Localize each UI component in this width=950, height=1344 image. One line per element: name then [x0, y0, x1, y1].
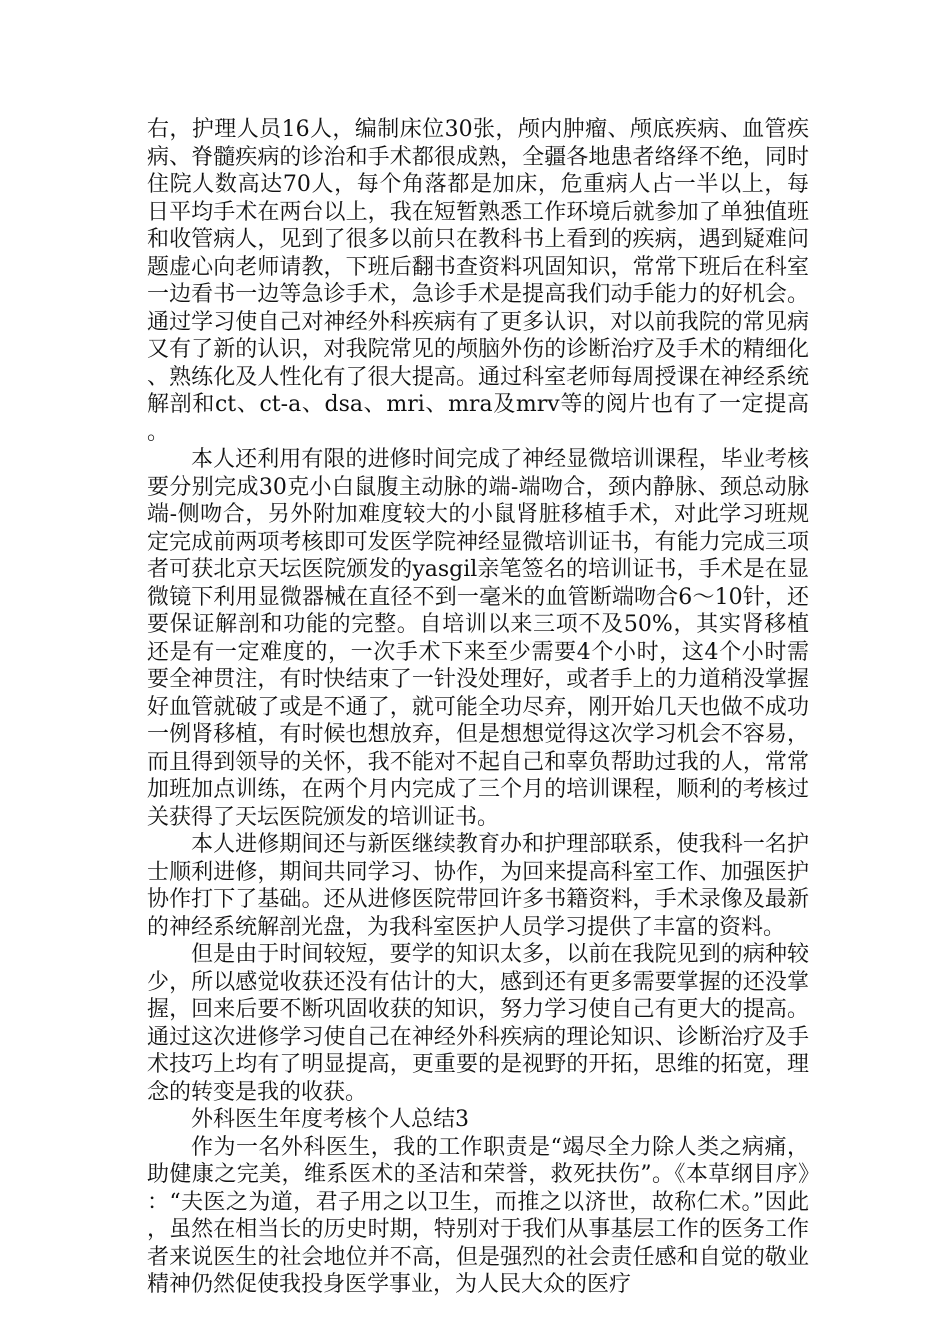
section-heading: 外科医生年度考核个人总结3	[191, 1107, 469, 1132]
paragraph-continuation: 右，护理人员16人，编制床位30张，颅内肿瘤、颅底疾病、血管疾病、脊髓疾病的诊治和手术都很成熟，全疆各地患者络绎不绝，同时住院人数高达70人，每个角落都是加床，危重病人占一半以上，每日平均手术在两台以上，我在短暂熟悉工作环境后就参加了单独值班和收管病人，见到了很多以前只在教科书上看到的疾病，遇到疑难问题虚心向老师请教，下班后翻书查资料巩固知识，常常下班后在科室一边看书一边等急诊手术，急诊手术是提高我们动手能力的好机会。通过学习使自己对神经外科疾病有了更多认识，对以前我院的常见病又有了新的认识，对我院常见的颅脑外伤的诊断治疗及手术的精细化、熟练化及人性化有了很大提高。通过科室老师每周授课在神经系统解剖和ct、ct-a、dsa、mri、mra及mrv等的阅片也有了一定提高。	[147, 117, 809, 445]
paragraph-nurse-training: 本人进修期间还与新医继续教育办和护理部联系，使我科一名护士顺利进修，期间共同学习、协作，为回来提高科室工作、加强医护协作打下了基础。还从进修医院带回许多书籍资料，手术录像及最新的神经系统解剖光盘，为我科室医护人员学习提供了丰富的资料。	[147, 832, 809, 940]
paragraph-duty: 作为一名外科医生，我的工作职责是“竭尽全力除人类之病痛，助健康之完美，维系医术的圣洁和荣誉，救死扶伤”。《本草纲目序》：“夫医之为道，君子用之以卫生，而推之以济世，故称仁术。”因此，虽然在相当长的历史时期，特别对于我们从事基层工作的医务工作者来说医生的社会地位并不高，但是强烈的社会责任感和自觉的敬业精神仍然促使我投身医学事业，为人民大众的医疗	[147, 1134, 809, 1297]
document-page	[147, 116, 809, 1299]
paragraph-microsurgery-training: 本人还利用有限的进修时间完成了神经显微培训课程，毕业考核要分别完成30克小白鼠腹主动脉的端-端吻合，颈内静脉、颈总动脉端-侧吻合，另外附加难度较大的小鼠肾脏移植手术，对此学习班规定完成前两项考核即可发医学院神经显微培训证书，有能力完成三项者可获北京天坛医院颁发的yasgil亲笔签名的培训证书，手术是在显微镜下利用显微器械在直径不到一毫米的血管断端吻合6～10针，还要保证解剖和功能的完整。自培训以来三项不及50%，其实肾移植还是有一定难度的，一次手术下来至少需要4个小时，这4个小时需要全神贯注，有时快结束了一针没处理好，或者手上的力道稍没掌握好血管就破了或是不通了，就可能全功尽弃，刚开始几天也做不成功一例肾移植，有时候也想放弃，但是想想觉得这次学习机会不容易，而且得到领导的关怀，我不能对不起自己和辜负帮助过我的人，常常加班加点训练，在两个月内完成了三个月的培训课程，顺利的考核过关获得了天坛医院颁发的培训证书。	[147, 447, 809, 830]
paragraph-reflection: 但是由于时间较短，要学的知识太多，以前在我院见到的病种较少，所以感觉收获还没有估计的大，感到还有更多需要掌握的还没掌握，回来后要不断巩固收获的知识，努力学习使自己有更大的提高。通过这次进修学习使自己在神经外科疾病的理论知识、诊断治疗及手术技巧上均有了明显提高，更重要的是视野的开拓，思维的拓宽，理念的转变是我的收获。	[147, 942, 809, 1105]
